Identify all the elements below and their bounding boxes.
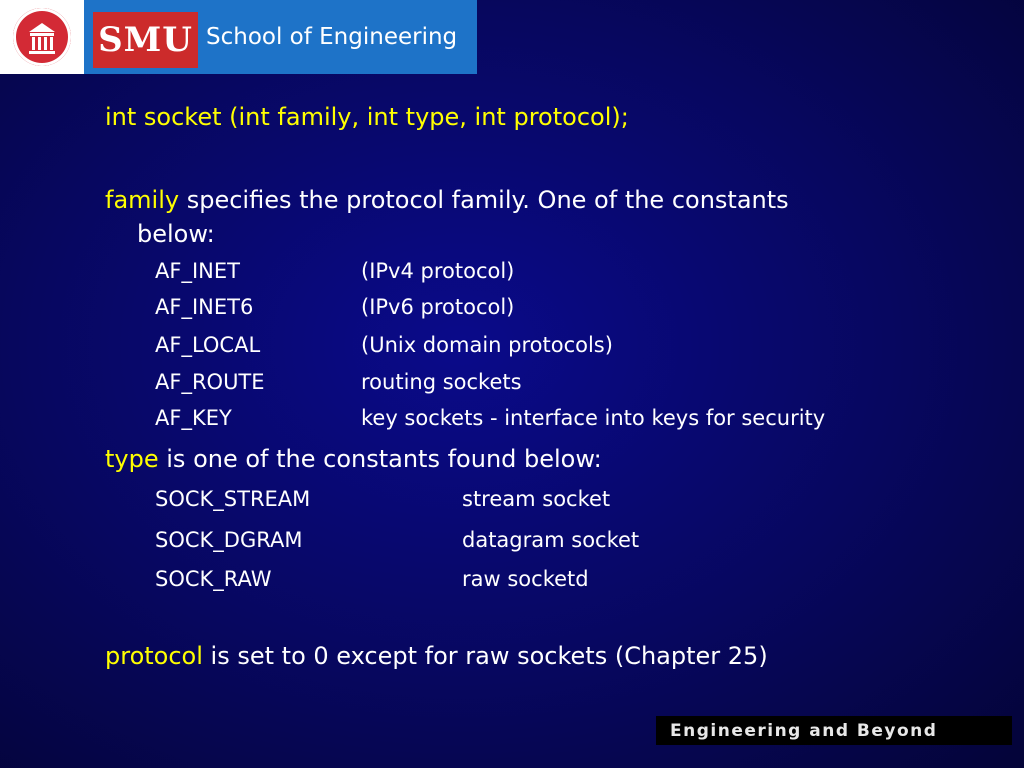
type-constant-name: SOCK_STREAM bbox=[155, 487, 311, 511]
school-of-engineering-label: School of Engineering bbox=[206, 24, 458, 50]
protocol-paragraph bbox=[105, 642, 768, 670]
school-logo-banner bbox=[0, 0, 477, 74]
family-constant-name: AF_ROUTE bbox=[155, 370, 265, 394]
family-constant-desc: (Unix domain protocols) bbox=[361, 333, 613, 357]
protocol-description: is set to 0 except for raw sockets (Chapter 25) bbox=[210, 642, 768, 670]
type-constant-desc: raw socketd bbox=[462, 567, 589, 591]
type-constant-name: SOCK_DGRAM bbox=[155, 528, 303, 552]
smu-label: SMU bbox=[98, 20, 193, 60]
family-constant-name: AF_INET bbox=[155, 259, 240, 283]
smu-wordmark bbox=[93, 12, 198, 68]
type-keyword: type bbox=[105, 445, 159, 473]
family-constant-desc: (IPv6 protocol) bbox=[361, 295, 515, 319]
family-constant-name: AF_INET6 bbox=[155, 295, 254, 319]
type-constant-desc: stream socket bbox=[462, 487, 611, 511]
family-constant-name: AF_LOCAL bbox=[155, 333, 261, 357]
type-paragraph bbox=[105, 445, 602, 473]
family-keyword: family bbox=[105, 186, 180, 214]
seal-container bbox=[0, 0, 84, 74]
family-constant-name: AF_KEY bbox=[155, 406, 232, 430]
type-description: is one of the constants found below: bbox=[166, 445, 602, 473]
smu-seal-icon bbox=[13, 8, 71, 66]
family-description-line2: below: bbox=[137, 220, 215, 248]
family-constant-desc: key sockets - interface into keys for security bbox=[361, 406, 826, 430]
family-paragraph bbox=[105, 186, 789, 214]
type-constant-name: SOCK_RAW bbox=[155, 567, 272, 591]
family-constant-desc: routing sockets bbox=[361, 370, 522, 394]
type-constant-desc: datagram socket bbox=[462, 528, 640, 552]
family-description-line1: specifies the protocol family. One of the constants bbox=[186, 186, 789, 214]
socket-signature: int socket (int family, int type, int protocol); bbox=[105, 103, 629, 131]
protocol-keyword: protocol bbox=[105, 642, 203, 670]
family-constant-desc: (IPv4 protocol) bbox=[361, 259, 515, 283]
footer-tagline: Engineering and Beyond bbox=[656, 716, 1012, 745]
